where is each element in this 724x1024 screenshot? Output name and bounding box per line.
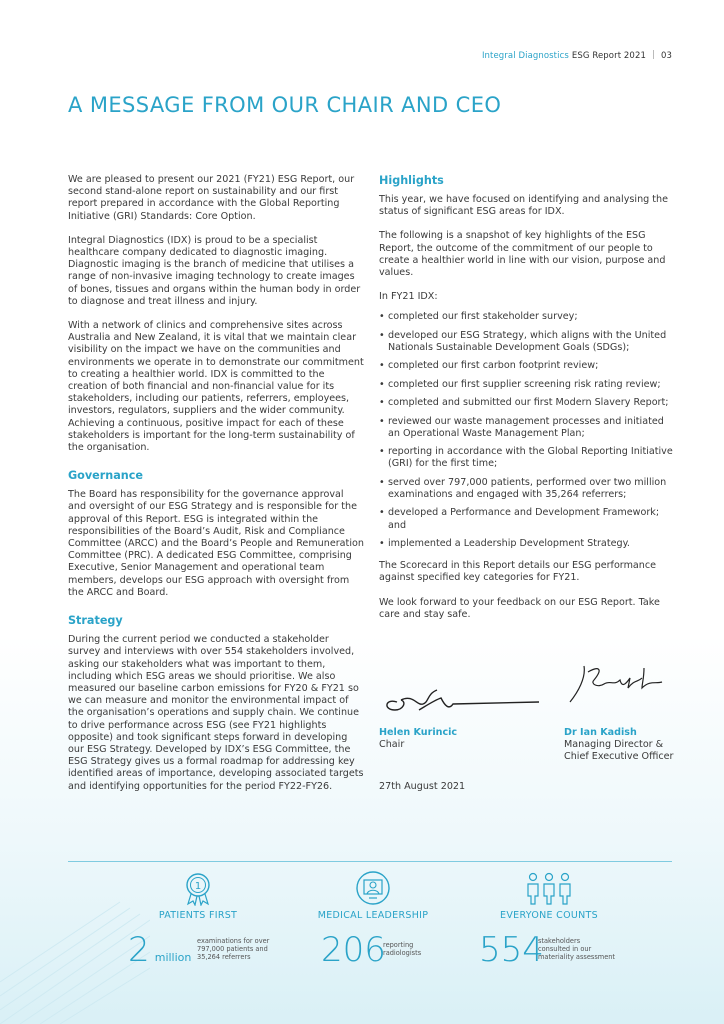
stat-radiologists-figure	[321, 930, 386, 970]
highlights-list	[379, 311, 677, 550]
chair-signer	[379, 727, 457, 751]
intro-paragraph: With a network of clinics and comprehensive sites across Australia and New Zealand, it is vital that we maintain clear visibility on the impact we have on the communities and environments we operate in to demonstrate our commitment to creating a healthier world. IDX is committed to the creation of both financial and non-financial value for its stakeholders, including our patients, referrers, employees, investors, regulators, suppliers and the wider community. Achieving a continuous, positive impact for each of these stakeholders is important for the long-term sustainability of the organisation.	[68, 320, 364, 454]
stat-description	[538, 937, 648, 961]
stat-label: MEDICAL LEADERSHIP	[317, 910, 429, 921]
stat-desc-line: 35,264 referrers	[197, 953, 251, 961]
ceo-name: Dr Ian Kadish	[564, 727, 637, 738]
right-column	[379, 174, 677, 633]
highlights-lead: In FY21 IDX:	[379, 291, 438, 303]
list-item: • developed a Performance and Development Framework; and	[379, 507, 677, 531]
governance-heading: Governance	[68, 469, 143, 483]
list-item: • completed and submitted our first Modern Slavery Report;	[379, 397, 677, 409]
left-column	[68, 174, 364, 805]
page-number: 03	[660, 51, 672, 61]
list-item: • reporting in accordance with the Global Reporting Initiative (GRI) for the first time;	[379, 446, 677, 470]
stat-number: 554	[479, 930, 544, 970]
scorecard-paragraph: The Scorecard in this Report details our ESG performance against specified key categories for FY21.	[379, 560, 657, 584]
highlights-intro: This year, we have focused on identifying and analysing the status of significant ESG areas for IDX.	[379, 194, 669, 218]
highlights-snapshot: The following is a snapshot of key highlights of the ESG Report, the outcome of the commitment of our people to create a healthier world in line with our vision, purpose and values.	[379, 230, 666, 279]
signature-block	[379, 652, 679, 802]
ceo-role-line2: Chief Executive Officer	[564, 751, 674, 763]
stat-desc-line: consulted in our	[538, 945, 592, 953]
chair-role: Chair	[379, 739, 405, 751]
strategy-paragraph: During the current period we conducted a stakeholder survey and interviews with over 554 stakeholders involved, asking our stakeholders what was important to them, including which ESG areas we should prioritise. We also measured our baseline carbon emissions for FY20 & FY21 so we can measure and monitor the environmental impact of the organisation’s operations and supply chain. We continue to drive performance across ESG (see FY21 highlights opposite) and took significant steps forward in developing our ESG Strategy. Developed by IDX’s ESG Committee, the ESG Strategy gives us a formal roadmap for addressing key identified areas of importance, developing associated targets and identifying opportunities for the period FY22-FY26.	[68, 634, 364, 792]
governance-paragraph: The Board has responsibility for the governance approval and oversight of our ESG Strategy and is responsible for the approval of this Report. ESG is integrated within the responsibilities of the Board’s Audit, Risk and Compliance Committee (ARCC) and the Board’s People and Remuneration Committee (PRC). A dedicated ESG Committee, comprising Executive, Senior Management and operational team members, develops our ESG approach with oversight from the ARCC and Board.	[68, 489, 364, 598]
list-item: • developed our ESG Strategy, which aligns with the United Nationals Sustainable Development Goals (SDGs);	[379, 330, 677, 354]
list-item: • completed our first stakeholder survey;	[379, 311, 677, 323]
stat-desc-line: materiality assessment	[538, 953, 616, 961]
stat-desc-line: radiologists	[383, 949, 422, 957]
intro-paragraph: We are pleased to present our 2021 (FY21) ESG Report, our second stand-alone report on sustainability and our first report prepared in accordance with the Global Reporting Initiative (GRI) Standards: Core Option.	[68, 174, 355, 222]
svg-text:1: 1	[194, 881, 202, 892]
stat-stakeholders-figure	[479, 930, 544, 970]
intro-paragraph: Integral Diagnostics (IDX) is proud to be a specialist healthcare company dedicated to diagnostic imaging. Diagnostic imaging is the branch of medicine that utilises a range of non-invasive imaging technology to create images of bones, tissues and organs within the human body in order to diagnose and treat illness and injury.	[68, 234, 361, 307]
signing-date: 27th August 2021	[379, 781, 466, 792]
ceo-signer	[564, 727, 673, 764]
highlights-heading: Highlights	[379, 174, 444, 187]
ceo-signature	[564, 658, 674, 708]
medal-icon	[180, 870, 216, 906]
people-icon	[523, 870, 575, 906]
header-brand: Integral Diagnostics	[481, 51, 569, 61]
page-title: A MESSAGE FROM OUR CHAIR AND CEO	[68, 93, 502, 117]
stat-patients-first	[98, 870, 298, 921]
stat-medical-leadership	[273, 870, 473, 921]
stat-desc-line: 797,000 patients and	[197, 945, 268, 953]
list-item: • implemented a Leadership Development Strategy.	[379, 538, 677, 550]
list-item: • completed our first carbon footprint review;	[379, 360, 677, 372]
stat-unit: million	[154, 951, 192, 964]
stat-description	[383, 941, 453, 957]
chair-signature	[379, 680, 544, 718]
page-header	[482, 50, 672, 61]
chair-name: Helen Kurincic	[379, 727, 458, 738]
stats-divider	[68, 861, 672, 862]
ceo-role: Managing Director &	[564, 739, 664, 751]
radiologist-icon	[353, 870, 393, 906]
stat-desc-line: reporting	[383, 941, 414, 949]
stat-label: EVERYONE COUNTS	[500, 910, 598, 921]
list-item: • reviewed our waste management processes and initiated an Operational Waste Management Plan;	[379, 416, 677, 440]
stat-desc-line: examinations for over	[197, 937, 270, 945]
stat-patients-figure	[128, 930, 192, 970]
stat-everyone-counts	[449, 870, 649, 921]
stat-number: 206	[321, 930, 386, 970]
list-item: • completed our first supplier screening risk rating review;	[379, 379, 677, 391]
header-separator	[653, 50, 654, 59]
header-report-title: ESG Report 2021	[571, 51, 646, 61]
closing-paragraph: We look forward to your feedback on our ESG Report. Take care and stay safe.	[379, 596, 660, 620]
stat-number: 2	[128, 930, 150, 970]
stat-desc-line: stakeholders	[538, 937, 581, 945]
strategy-heading: Strategy	[68, 614, 123, 628]
stat-label: PATIENTS FIRST	[158, 910, 238, 921]
list-item: • served over 797,000 patients, performed over two million examinations and engaged with 35,264 referrers;	[379, 477, 677, 501]
stat-description	[197, 937, 287, 961]
